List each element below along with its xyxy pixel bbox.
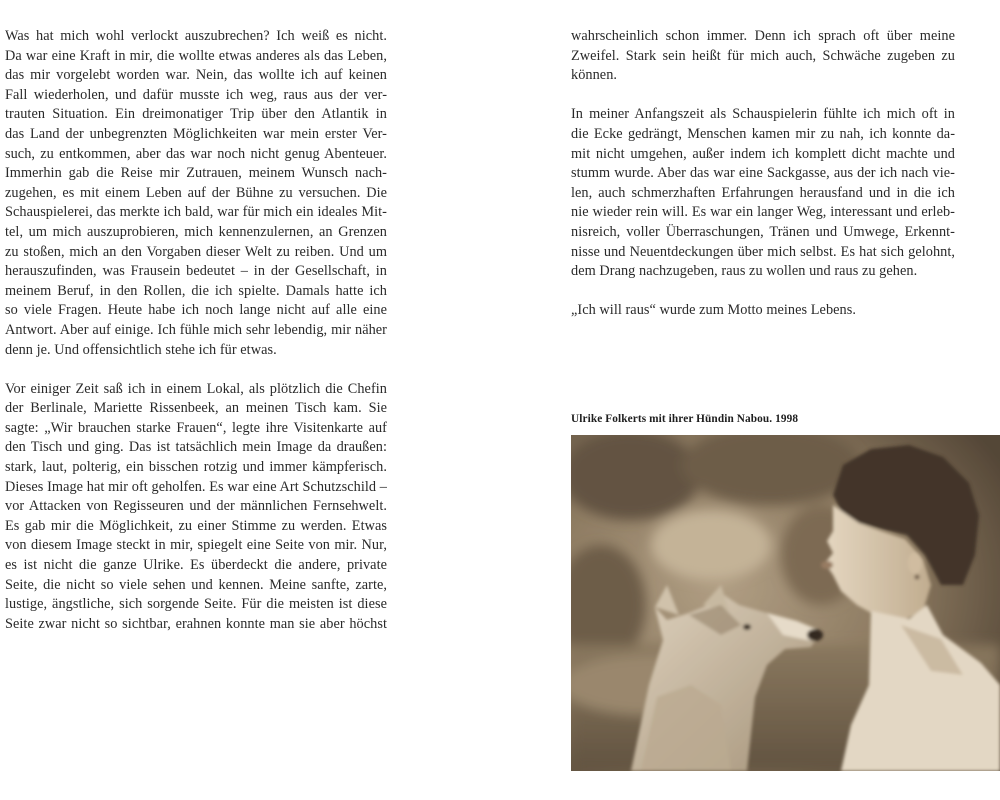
photo-caption: Ulrike Folkerts mit ihrer Hündin Nabou. 1998 [571, 413, 799, 425]
paragraph [571, 301, 955, 321]
text-line: der Berlinale, Mariette Rissenbeek, an meinen Tisch kam. Sie [5, 400, 387, 417]
text-line: wahrscheinlich schon immer. Denn ich sprach oft über meine [571, 28, 955, 44]
text-line: Es gab mir die Möglichkeit, zu einer Stimme zu werden. Etwas [5, 517, 387, 534]
paragraph [5, 27, 387, 360]
photo-woman-with-dog [571, 435, 1000, 771]
right-page-text [571, 27, 955, 321]
text-line: Seite zwar nicht so sichtbar, erahnen konnte man sie aber höchst [5, 615, 387, 632]
text-line: Schauspielerei, das merkte ich bald, war für mich ein ideales Mit- [5, 204, 387, 221]
paragraph [571, 27, 955, 86]
text-line: Was hat mich wohl verlockt auszubrechen? Ich weiß es nicht. [5, 28, 387, 44]
paragraph-gap [571, 86, 955, 106]
text-line: zugehen, es mit einem Leben auf der Bühne zu versuchen. Die [5, 184, 387, 201]
text-line: von diesem Image steckt in mir, spiegelt eine Seite von mir. Nur, [5, 537, 387, 554]
paragraph-gap [5, 360, 387, 380]
text-line: das Land der unbegrenzten Möglichkeiten war mein erster Ver- [5, 125, 387, 142]
text-line: trauten Situation. Ein dreimonatiger Trip über den Atlantik in [5, 106, 387, 123]
text-line: Antwort. Aber auf einige. Ich fühle mich sehr lebendig, mir näher [5, 321, 387, 338]
paragraph [571, 105, 955, 281]
text-line: In meiner Anfangszeit als Schauspielerin fühlte ich mich oft in [571, 106, 955, 123]
text-line: es ist nicht die ganze Ulrike. Es überdeckt die andere, private [5, 557, 387, 574]
text-line: die Ecke gedrängt, Menschen kamen mir zu nah, ich konnte da- [571, 125, 955, 142]
paragraph-gap [571, 282, 955, 302]
text-line: tel, um mich auszuprobieren, mich kennenzulernen, an Grenzen [5, 223, 387, 240]
text-line: vor Attacken von Regisseuren und der männlichen Fernsehwelt. [5, 498, 387, 515]
text-line: lustige, ängstliche, sich sorgende Seite. Für die meisten ist diese [5, 596, 387, 613]
text-line: stumm wurde. Aber das war eine Sackgasse, aus der ich nach vie- [571, 165, 955, 182]
text-line: herauszufinden, was Frausein bedeutet – in der Gesellschaft, in [5, 263, 387, 280]
paragraph [5, 380, 387, 635]
text-line: Zweifel. Stark sein heißt für mich auch, Schwäche zugeben zu [571, 47, 955, 64]
text-line: das mir vorgelebt worden war. Nein, das wollte ich auf keinen [5, 67, 387, 84]
text-line: so viele Fragen. Heute habe ich noch lange nicht auf alle eine [5, 302, 387, 319]
text-line: sagte: „Wir brauchen starke Frauen“, legte ihre Visitenkarte auf [5, 419, 387, 436]
text-line: Fall wiederholen, und dafür musste ich weg, raus aus der ver- [5, 86, 387, 103]
text-line: nisse und Neuentdeckungen über mich selbst. Es hat sich gelohnt, [571, 243, 955, 260]
text-line: meinem Beruf, in den Rollen, die ich spielte. Damals hatte ich [5, 282, 387, 299]
text-line: können. [571, 67, 618, 84]
text-line: den Tisch und ging. Das ist tatsächlich mein Image da draußen: [5, 439, 387, 456]
text-line: Seite, die nicht so viele sehen und kennen. Meine sanfte, zarte, [5, 576, 387, 593]
left-page-text [5, 27, 387, 634]
text-line: Dieses Image hat mir oft geholfen. Es war eine Art Schutzschild – [5, 478, 387, 495]
text-line: mit nicht umgehen, außer indem ich komplett dicht machte und [571, 145, 955, 162]
text-line: Da war eine Kraft in mir, die wollte etwas anderes als das Leben, [5, 47, 387, 64]
text-line: nie wieder rein will. Es war ein langer Weg, interessant und erleb- [571, 204, 955, 221]
text-line: Immerhin gab die Reise mir Zutrauen, meinem Wunsch nach- [5, 165, 387, 182]
text-line: denn je. Und offensichtlich stehe ich für etwas. [5, 341, 277, 358]
text-line: zu stoßen, mich an den Vorgaben dieser Welt zu reiben. Und um [5, 243, 387, 260]
text-line: dem Drang nachzugeben, raus zu wollen und raus zu gehen. [571, 263, 918, 280]
text-line: len, auch schmerzhaften Erfahrungen herausfand und in die ich [571, 184, 955, 201]
text-line: Vor einiger Zeit saß ich in einem Lokal, als plötzlich die Chefin [5, 380, 387, 397]
text-line: stark, laut, polterig, ein bisschen rotzig und immer kämpferisch. [5, 459, 387, 476]
text-line: such, zu entkommen, aber das war noch nicht genug Abenteuer. [5, 145, 387, 162]
text-line: nisreich, voller Überraschungen, Tränen und Umwege, Erkennt- [571, 223, 955, 240]
text-line: „Ich will raus“ wurde zum Motto meines Lebens. [571, 302, 856, 319]
